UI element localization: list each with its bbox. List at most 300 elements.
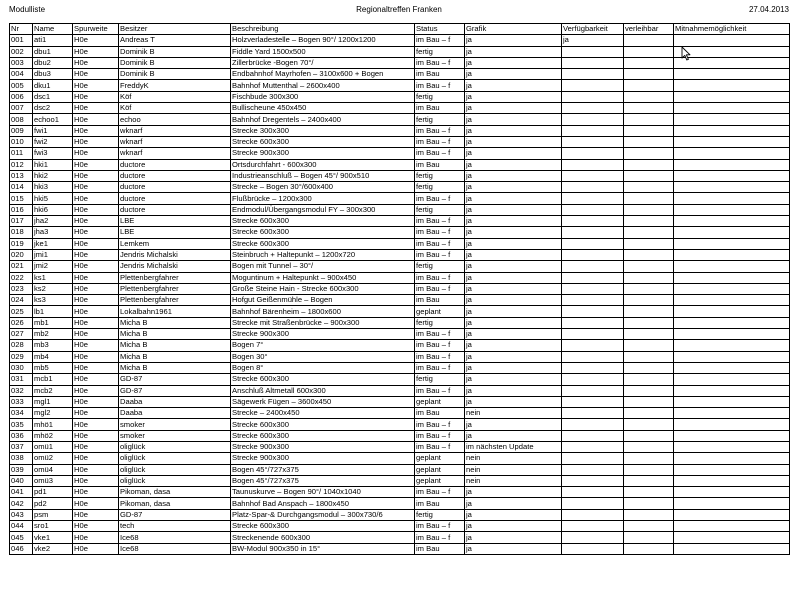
cell-nr: 039 xyxy=(10,464,33,475)
column-header-transport: Mitnahmemöglichkeit xyxy=(674,24,790,35)
cell-graphic: ja xyxy=(465,521,562,532)
cell-description: Streckenende 600x300 xyxy=(231,532,415,543)
cell-gauge: H0e xyxy=(73,125,119,136)
cell-graphic: ja xyxy=(465,136,562,147)
cell-description: Endbahnhof Mayrhofen – 3100x600 + Bogen xyxy=(231,69,415,80)
cell-nr: 012 xyxy=(10,159,33,170)
cell-owner: oliglück xyxy=(119,453,231,464)
cell-description: Platz-Spar-& Durchgangsmodul – 300x730/6 xyxy=(231,509,415,520)
cell-description: Anschluß Altmetall 600x300 xyxy=(231,385,415,396)
cell-status: fertig xyxy=(415,509,465,520)
cell-gauge: H0e xyxy=(73,362,119,373)
cell-gauge: H0e xyxy=(73,340,119,351)
cell-nr: 002 xyxy=(10,46,33,57)
cell-lendable xyxy=(624,475,674,486)
cell-graphic: ja xyxy=(465,532,562,543)
cell-name: sro1 xyxy=(33,521,73,532)
cell-description: Holzverladestelle – Bogen 90°/ 1200x1200 xyxy=(231,35,415,46)
cell-name: pd1 xyxy=(33,487,73,498)
column-header-description: Beschreibung xyxy=(231,24,415,35)
cell-gauge: H0e xyxy=(73,170,119,181)
cell-transport xyxy=(674,453,790,464)
cell-transport xyxy=(674,193,790,204)
cell-status: im Bau – f xyxy=(415,148,465,159)
cell-gauge: H0e xyxy=(73,441,119,452)
cell-nr: 036 xyxy=(10,430,33,441)
table-row xyxy=(10,543,790,554)
cell-status: im Bau – f xyxy=(415,532,465,543)
cell-availability xyxy=(562,249,624,260)
cell-nr: 017 xyxy=(10,216,33,227)
cell-description: Strecke 900x300 xyxy=(231,453,415,464)
cell-owner: Micha B xyxy=(119,317,231,328)
cell-gauge: H0e xyxy=(73,408,119,419)
cell-gauge: H0e xyxy=(73,521,119,532)
cell-transport xyxy=(674,283,790,294)
cell-nr: 006 xyxy=(10,91,33,102)
cell-name: dku1 xyxy=(33,80,73,91)
cell-graphic: ja xyxy=(465,351,562,362)
cell-status: im Bau – f xyxy=(415,340,465,351)
cell-gauge: H0e xyxy=(73,430,119,441)
cell-owner: Micha B xyxy=(119,329,231,340)
table-row xyxy=(10,340,790,351)
cell-status: geplant xyxy=(415,306,465,317)
cell-availability xyxy=(562,261,624,272)
cell-status: im Bau – f xyxy=(415,487,465,498)
cell-name: hki2 xyxy=(33,170,73,181)
cell-name: mb2 xyxy=(33,329,73,340)
cell-owner: Micha B xyxy=(119,351,231,362)
cell-gauge: H0e xyxy=(73,498,119,509)
table-row xyxy=(10,430,790,441)
cell-nr: 026 xyxy=(10,317,33,328)
cell-status: im Bau – f xyxy=(415,351,465,362)
table-row xyxy=(10,193,790,204)
cell-graphic: nein xyxy=(465,408,562,419)
cell-status: im Bau – f xyxy=(415,272,465,283)
cell-description: Bahnhof Bärenheim – 1800x600 xyxy=(231,306,415,317)
table-row xyxy=(10,35,790,46)
cell-gauge: H0e xyxy=(73,216,119,227)
table-row xyxy=(10,396,790,407)
cell-status: fertig xyxy=(415,182,465,193)
cell-lendable xyxy=(624,69,674,80)
table-row xyxy=(10,46,790,57)
cell-nr: 046 xyxy=(10,543,33,554)
cell-name: mb1 xyxy=(33,317,73,328)
cell-gauge: H0e xyxy=(73,148,119,159)
cell-nr: 034 xyxy=(10,408,33,419)
cell-owner: Plettenbergfahrer xyxy=(119,283,231,294)
cell-owner: Andreas T xyxy=(119,35,231,46)
cell-lendable xyxy=(624,136,674,147)
cell-description: Taunuskurve – Bogen 90°/ 1040x1040 xyxy=(231,487,415,498)
cell-lendable xyxy=(624,408,674,419)
cell-status: im Bau – f xyxy=(415,385,465,396)
cell-lendable xyxy=(624,295,674,306)
cell-availability xyxy=(562,408,624,419)
cell-name: vke2 xyxy=(33,543,73,554)
cell-transport xyxy=(674,238,790,249)
cell-availability xyxy=(562,272,624,283)
cell-owner: echoo xyxy=(119,114,231,125)
cell-owner: smoker xyxy=(119,419,231,430)
cell-owner: GD-87 xyxy=(119,385,231,396)
cell-status: im Bau – f xyxy=(415,249,465,260)
cell-transport xyxy=(674,419,790,430)
table-row xyxy=(10,114,790,125)
cell-nr: 033 xyxy=(10,396,33,407)
cell-owner: ductore xyxy=(119,159,231,170)
cell-owner: wknarf xyxy=(119,136,231,147)
cell-transport xyxy=(674,464,790,475)
cell-graphic: ja xyxy=(465,182,562,193)
table-row xyxy=(10,306,790,317)
table-row xyxy=(10,283,790,294)
cell-name: mb5 xyxy=(33,362,73,373)
cell-graphic: ja xyxy=(465,103,562,114)
column-header-lendable: verleihbar xyxy=(624,24,674,35)
cell-transport xyxy=(674,103,790,114)
cell-lendable xyxy=(624,91,674,102)
cell-status: im Bau xyxy=(415,69,465,80)
cell-nr: 009 xyxy=(10,125,33,136)
cell-lendable xyxy=(624,396,674,407)
cell-availability xyxy=(562,170,624,181)
cell-graphic: ja xyxy=(465,340,562,351)
table-row xyxy=(10,362,790,373)
cell-lendable xyxy=(624,227,674,238)
cell-transport xyxy=(674,430,790,441)
cell-graphic: im nächsten Update xyxy=(465,441,562,452)
cell-nr: 029 xyxy=(10,351,33,362)
cell-owner: Daaba xyxy=(119,396,231,407)
cell-nr: 015 xyxy=(10,193,33,204)
cell-description: Industrieanschluß – Bogen 45°/ 900x510 xyxy=(231,170,415,181)
cell-lendable xyxy=(624,521,674,532)
cell-graphic: ja xyxy=(465,261,562,272)
cell-availability xyxy=(562,182,624,193)
cell-nr: 005 xyxy=(10,80,33,91)
cell-graphic: ja xyxy=(465,419,562,430)
cell-availability xyxy=(562,103,624,114)
cell-availability xyxy=(562,46,624,57)
table-row xyxy=(10,216,790,227)
cell-nr: 014 xyxy=(10,182,33,193)
cell-name: omü1 xyxy=(33,441,73,452)
cell-owner: Ice68 xyxy=(119,543,231,554)
cell-transport xyxy=(674,487,790,498)
table-row xyxy=(10,487,790,498)
cell-transport xyxy=(674,295,790,306)
cell-description: Strecke 900x300 xyxy=(231,329,415,340)
cell-availability xyxy=(562,69,624,80)
event-title: Regionaltreffen Franken xyxy=(356,5,442,14)
cell-status: im Bau xyxy=(415,159,465,170)
cell-gauge: H0e xyxy=(73,103,119,114)
cell-lendable xyxy=(624,464,674,475)
table-row xyxy=(10,351,790,362)
cell-status: geplant xyxy=(415,453,465,464)
cell-gauge: H0e xyxy=(73,475,119,486)
cell-gauge: H0e xyxy=(73,193,119,204)
cell-availability xyxy=(562,57,624,68)
cell-status: geplant xyxy=(415,396,465,407)
cell-availability xyxy=(562,362,624,373)
cell-availability xyxy=(562,306,624,317)
cell-lendable xyxy=(624,441,674,452)
cell-description: Strecke 900x300 xyxy=(231,441,415,452)
cell-availability xyxy=(562,216,624,227)
cell-owner: Pikoman, dasa xyxy=(119,487,231,498)
cell-graphic: nein xyxy=(465,475,562,486)
cell-status: fertig xyxy=(415,170,465,181)
table-row xyxy=(10,453,790,464)
cell-availability xyxy=(562,80,624,91)
cell-owner: tech xyxy=(119,521,231,532)
cell-availability xyxy=(562,148,624,159)
cell-status: fertig xyxy=(415,261,465,272)
cell-name: mhö2 xyxy=(33,430,73,441)
cell-graphic: ja xyxy=(465,249,562,260)
cell-lendable xyxy=(624,114,674,125)
cell-description: Moguntinum + Haltepunkt – 900x450 xyxy=(231,272,415,283)
cell-gauge: H0e xyxy=(73,91,119,102)
cell-owner: Pikoman, dasa xyxy=(119,498,231,509)
cell-nr: 010 xyxy=(10,136,33,147)
cell-gauge: H0e xyxy=(73,385,119,396)
cell-description: BW-Modul 900x350 in 15° xyxy=(231,543,415,554)
cell-name: vke1 xyxy=(33,532,73,543)
cell-availability xyxy=(562,487,624,498)
cell-name: lb1 xyxy=(33,306,73,317)
cell-description: Endmodul/Übergangsmodul FY – 300x300 xyxy=(231,204,415,215)
cell-owner: Micha B xyxy=(119,340,231,351)
cell-owner: oliglück xyxy=(119,441,231,452)
cell-nr: 028 xyxy=(10,340,33,351)
table-row xyxy=(10,441,790,452)
cell-status: im Bau xyxy=(415,543,465,554)
cell-nr: 018 xyxy=(10,227,33,238)
cell-name: jmi1 xyxy=(33,249,73,260)
cell-availability xyxy=(562,464,624,475)
cell-graphic: ja xyxy=(465,46,562,57)
cell-graphic: nein xyxy=(465,464,562,475)
table-header-row xyxy=(10,24,790,35)
module-table xyxy=(9,23,790,555)
cell-graphic: ja xyxy=(465,306,562,317)
table-row xyxy=(10,295,790,306)
cell-lendable xyxy=(624,148,674,159)
table-row xyxy=(10,148,790,159)
cell-nr: 020 xyxy=(10,249,33,260)
cell-lendable xyxy=(624,204,674,215)
cell-lendable xyxy=(624,351,674,362)
cell-availability xyxy=(562,238,624,249)
cell-gauge: H0e xyxy=(73,80,119,91)
table-row xyxy=(10,521,790,532)
cell-gauge: H0e xyxy=(73,227,119,238)
cell-availability xyxy=(562,329,624,340)
cell-graphic: ja xyxy=(465,295,562,306)
cell-graphic: ja xyxy=(465,374,562,385)
cell-transport xyxy=(674,498,790,509)
cell-nr: 043 xyxy=(10,509,33,520)
cell-owner: oliglück xyxy=(119,464,231,475)
cell-name: mcb2 xyxy=(33,385,73,396)
cell-gauge: H0e xyxy=(73,46,119,57)
cell-availability xyxy=(562,521,624,532)
table-row xyxy=(10,227,790,238)
cell-availability xyxy=(562,441,624,452)
table-row xyxy=(10,159,790,170)
cell-status: im Bau – f xyxy=(415,136,465,147)
cell-name: mb3 xyxy=(33,340,73,351)
cell-gauge: H0e xyxy=(73,306,119,317)
cell-description: Strecke – 2400x450 xyxy=(231,408,415,419)
cell-name: hki6 xyxy=(33,204,73,215)
cell-lendable xyxy=(624,103,674,114)
cell-gauge: H0e xyxy=(73,374,119,385)
cell-name: hki3 xyxy=(33,182,73,193)
cell-status: im Bau – f xyxy=(415,35,465,46)
cell-lendable xyxy=(624,362,674,373)
cell-owner: Dominik B xyxy=(119,46,231,57)
column-header-name: Name xyxy=(33,24,73,35)
cell-nr: 032 xyxy=(10,385,33,396)
cell-nr: 027 xyxy=(10,329,33,340)
cell-name: dbu3 xyxy=(33,69,73,80)
cell-gauge: H0e xyxy=(73,114,119,125)
cell-gauge: H0e xyxy=(73,261,119,272)
column-header-owner: Besitzer xyxy=(119,24,231,35)
cell-name: omü4 xyxy=(33,464,73,475)
cell-availability xyxy=(562,283,624,294)
cell-gauge: H0e xyxy=(73,159,119,170)
cell-description: Bahnhof Dregentels – 2400x400 xyxy=(231,114,415,125)
cell-owner: Jendris Michalski xyxy=(119,261,231,272)
cell-status: im Bau – f xyxy=(415,419,465,430)
cell-status: im Bau – f xyxy=(415,362,465,373)
table-row xyxy=(10,103,790,114)
cell-status: fertig xyxy=(415,374,465,385)
cell-owner: LBE xyxy=(119,216,231,227)
cell-nr: 024 xyxy=(10,295,33,306)
table-row xyxy=(10,475,790,486)
cell-gauge: H0e xyxy=(73,509,119,520)
cell-status: im Bau – f xyxy=(415,227,465,238)
cell-owner: ductore xyxy=(119,193,231,204)
table-row xyxy=(10,136,790,147)
cell-owner: GD-87 xyxy=(119,374,231,385)
cell-description: Bullischeune 450x450 xyxy=(231,103,415,114)
table-row xyxy=(10,170,790,181)
cell-gauge: H0e xyxy=(73,329,119,340)
cell-lendable xyxy=(624,272,674,283)
cell-name: psm xyxy=(33,509,73,520)
cell-transport xyxy=(674,408,790,419)
cell-name: jke1 xyxy=(33,238,73,249)
cell-description: Fiddle Yard 1500x500 xyxy=(231,46,415,57)
cell-transport xyxy=(674,532,790,543)
table-row xyxy=(10,182,790,193)
column-header-graphic: Grafik xyxy=(465,24,562,35)
cell-availability xyxy=(562,430,624,441)
cell-status: im Bau xyxy=(415,295,465,306)
table-row xyxy=(10,317,790,328)
cell-availability xyxy=(562,453,624,464)
cell-lendable xyxy=(624,261,674,272)
cell-description: Bogen 45°/727x375 xyxy=(231,475,415,486)
cell-availability xyxy=(562,295,624,306)
cell-lendable xyxy=(624,193,674,204)
cell-description: Strecke 600x300 xyxy=(231,430,415,441)
cell-lendable xyxy=(624,238,674,249)
cell-lendable xyxy=(624,385,674,396)
cell-status: fertig xyxy=(415,204,465,215)
column-header-status: Status xyxy=(415,24,465,35)
cell-description: Bogen 7° xyxy=(231,340,415,351)
cell-status: im Bau – f xyxy=(415,125,465,136)
column-header-nr: Nr xyxy=(10,24,33,35)
cell-gauge: H0e xyxy=(73,351,119,362)
cell-availability xyxy=(562,385,624,396)
cell-graphic: ja xyxy=(465,91,562,102)
cell-owner: wknarf xyxy=(119,125,231,136)
cell-transport xyxy=(674,351,790,362)
cell-nr: 003 xyxy=(10,57,33,68)
cell-nr: 045 xyxy=(10,532,33,543)
cell-availability xyxy=(562,475,624,486)
cell-nr: 042 xyxy=(10,498,33,509)
mouse-pointer-icon xyxy=(681,46,691,61)
cell-lendable xyxy=(624,125,674,136)
cell-gauge: H0e xyxy=(73,419,119,430)
cell-nr: 031 xyxy=(10,374,33,385)
cell-description: Bahnhof Muttenthal – 2600x400 xyxy=(231,80,415,91)
cell-nr: 013 xyxy=(10,170,33,181)
cell-gauge: H0e xyxy=(73,238,119,249)
cell-gauge: H0e xyxy=(73,204,119,215)
cell-gauge: H0e xyxy=(73,295,119,306)
cell-transport xyxy=(674,272,790,283)
cell-graphic: ja xyxy=(465,272,562,283)
cell-nr: 038 xyxy=(10,453,33,464)
cell-transport xyxy=(674,317,790,328)
cell-name: dsc2 xyxy=(33,103,73,114)
document-date: 27.04.2013 xyxy=(748,5,789,14)
cell-status: im Bau xyxy=(415,498,465,509)
cell-owner: LBE xyxy=(119,227,231,238)
cell-transport xyxy=(674,306,790,317)
cell-lendable xyxy=(624,306,674,317)
cell-graphic: ja xyxy=(465,114,562,125)
cell-name: jmi2 xyxy=(33,261,73,272)
cell-transport xyxy=(674,125,790,136)
cell-name: dbu1 xyxy=(33,46,73,57)
cell-graphic: ja xyxy=(465,69,562,80)
cell-description: Strecke 300x300 xyxy=(231,125,415,136)
cell-owner: Plettenbergfahrer xyxy=(119,272,231,283)
cell-transport xyxy=(674,227,790,238)
cell-owner: Lemkem xyxy=(119,238,231,249)
cell-name: fwi1 xyxy=(33,125,73,136)
cell-transport xyxy=(674,35,790,46)
cell-name: pd2 xyxy=(33,498,73,509)
cell-description: Große Steine Hain - Strecke 600x300 xyxy=(231,283,415,294)
cell-description: Zillerbrücke -Bogen 70°/ xyxy=(231,57,415,68)
